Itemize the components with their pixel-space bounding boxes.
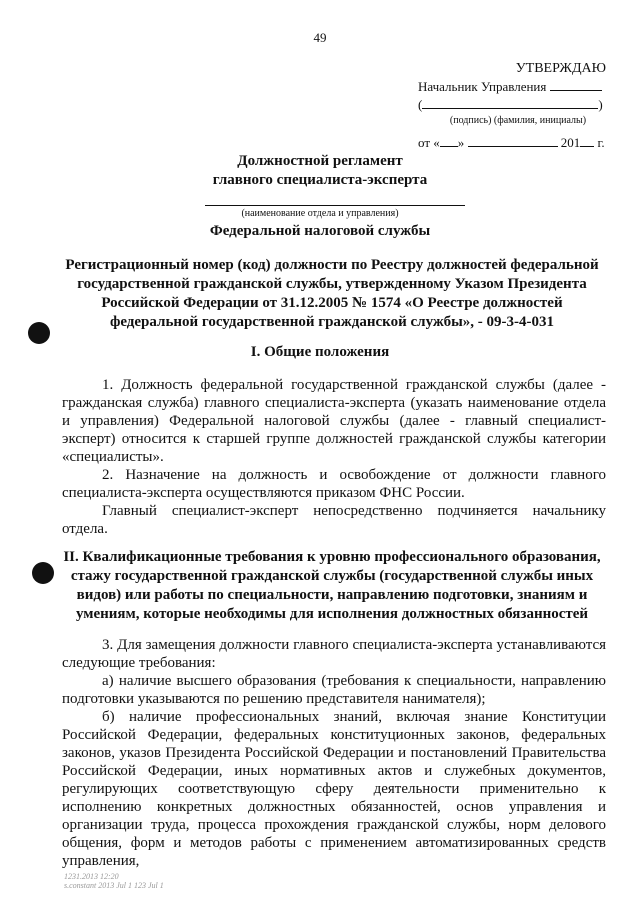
section-1-title: I. Общие положения [250,344,390,360]
section-2-body [62,636,606,870]
section-1-body [62,376,606,538]
doc-title [0,152,640,190]
close-paren: ) [598,97,603,112]
approval-title: УТВЕРЖДАЮ [515,61,606,76]
month-blank [468,134,558,147]
paragraph: 2. Назначение на должность и освобождение от должности главного специалиста-эксперта осуществляются приказом ФНС России. [62,467,606,501]
sign-caption: (подпись) (фамилия, инициалы) [449,115,587,126]
punch-hole-mark [32,562,54,584]
page-number: 49 [313,30,327,45]
registration-number [62,256,602,332]
registration-line: федеральной государственной гражданской службы», - 09-3-4-031 [109,314,555,330]
date-quote-close: » [457,135,465,150]
scan-stamp [64,872,164,890]
date-year: 201 [560,135,581,150]
open-paren: ( [418,97,423,112]
date-g: г. [597,135,605,150]
unit-name-line [205,205,465,206]
doc-title-line1: Должностной регламент [237,153,403,169]
doc-title-line2: главного специалиста-эксперта [212,172,428,188]
section-2-title-line: II. Квалификационные требования к уровню профессионального образования, [63,549,601,565]
registration-line: Регистрационный номер (код) должности по Реестру должностей федеральной [65,257,599,273]
paragraph: 1. Должность федеральной государственной гражданской службы (далее - гражданская служба) главного специалиста-эксперта (указать наименование отдела и управления) Федеральной налоговой службы (далее - главный специалист-эксперт) относится к старшей группе должностей гражданской службы категории «специалисты». [62,377,606,465]
year-blank [580,134,594,147]
punch-hole-mark [28,322,50,344]
date-from: от « [418,135,440,150]
chief-signature-blank [550,78,602,91]
day-blank [440,134,458,147]
approval-chief: Начальник Управления [418,79,547,94]
scan-stamp-line: s.constant 2013 Jul 1 123 Jul 1 [64,881,164,890]
approval-chief-line [418,78,618,96]
unit-caption: (наименование отдела и управления) [241,208,399,219]
section-2-title-line: умениям, которые необходимы для исполнения должностных обязанностей [75,606,589,622]
paragraph: а) наличие высшего образования (требования к специальности, направлению подготовки указываются по решению представителя нанимателя); [62,673,606,707]
scan-stamp-line: 1231.2013 12:20 [64,872,119,881]
paragraph: б) наличие профессиональных знаний, включая знание Конституции Российской Федерации, федеральных конституционных законов, федеральных законов, указов Президента Российской Федерации и постановлений Правительства Российской Федерации, иных нормативных актов и служебных документов, регулирующих соответствующую сферу деятельности применительно к исполнению конкретных должностных обязанностей, основ управления и организации труда, процесса прохождения гражданской службы, норм делового общения, форм и методов работы с применением автоматизированных средств управления, [62,709,606,869]
approval-date-line [418,134,618,152]
agency-name: Федеральной налоговой службы [209,223,431,239]
signature-name-blank [422,96,598,109]
approval-block [418,60,618,152]
paragraph: Главный специалист-эксперт непосредственно подчиняется начальнику отдела. [62,503,606,537]
approval-paren-line [418,96,618,114]
registration-line: государственной гражданской службы, утвержденному Указом Президента [77,276,587,292]
registration-line: Российской Федерации от 31.12.2005 № 1574 «О Реестре должностей [101,295,563,311]
section-2-title-line: видов) или работы по специальности, направлению подготовки, знаниям и [76,587,588,603]
paragraph: 3. Для замещения должности главного специалиста-эксперта устанавливаются следующие требования: [62,637,606,671]
section-2-title-line: стажу государственной гражданской службы (государственной службы иных [70,568,594,584]
section-2-title [58,548,606,624]
